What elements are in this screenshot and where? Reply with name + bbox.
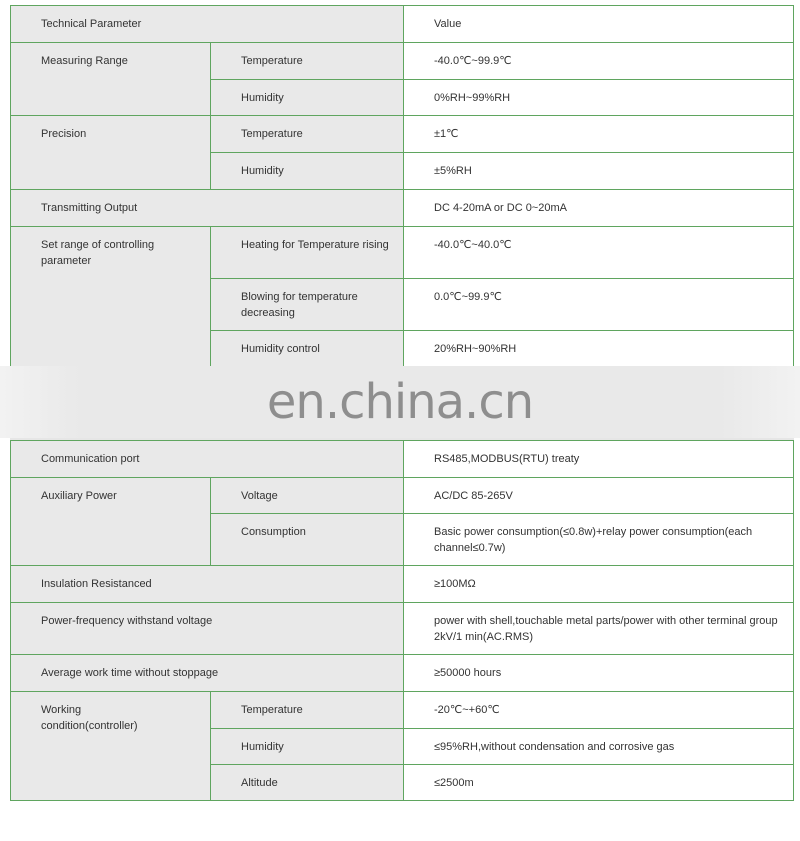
auxiliary-power-voltage-value: AC/DC 85-265V: [434, 490, 513, 502]
set-range-blowing-label: Blowing for temperature decreasing: [241, 291, 358, 319]
label-cell: [11, 441, 404, 478]
table-row: [11, 566, 794, 603]
set-range-label-cell: [11, 227, 211, 368]
working-condition-humidity-label: Humidity: [241, 741, 284, 753]
measuring-range-temperature-value: -40.0℃~99.9℃: [434, 55, 512, 67]
table-row: [11, 603, 794, 655]
measuring-range-temperature-label: Temperature: [241, 55, 303, 67]
precision-humidity-label: Humidity: [241, 165, 284, 177]
sublabel-cell: [211, 279, 404, 331]
auxiliary-power-label-cell: [11, 478, 211, 566]
sublabel-cell: [211, 227, 404, 279]
value-cell: [404, 441, 794, 478]
measuring-range-label: Measuring Range: [41, 55, 128, 67]
value-cell: [404, 603, 794, 655]
value-cell: [404, 692, 794, 729]
value-cell: [404, 331, 794, 368]
value-cell: [404, 116, 794, 153]
set-range-humidity-control-label: Humidity control: [241, 343, 320, 355]
label-cell: [11, 190, 404, 227]
table-row: [11, 6, 794, 43]
table-row: [11, 692, 794, 729]
withstand-voltage-label: Power-frequency withstand voltage: [41, 615, 213, 627]
transmitting-output-value: DC 4-20mA or DC 0~20mA: [434, 202, 567, 214]
insulation-label: Insulation Resistanced: [41, 578, 152, 590]
auxiliary-power-label: Auxiliary Power: [41, 490, 117, 502]
header-parameter: Technical Parameter: [41, 18, 142, 30]
measuring-range-label-cell: [11, 43, 211, 116]
table-row: [11, 478, 794, 514]
table-row: [11, 655, 794, 692]
header-parameter-cell: [11, 6, 404, 43]
sublabel-cell: [211, 153, 404, 190]
label-cell: [11, 603, 404, 655]
header-value: Value: [434, 18, 462, 30]
table-row: [11, 441, 794, 478]
sublabel-cell: [211, 729, 404, 765]
set-range-heating-value: -40.0℃~40.0℃: [434, 239, 512, 251]
communication-port-value: RS485,MODBUS(RTU) treaty: [434, 453, 580, 465]
value-cell: [404, 765, 794, 801]
sublabel-cell: [211, 331, 404, 368]
sublabel-cell: [211, 116, 404, 153]
table-row: [11, 227, 794, 279]
auxiliary-power-consumption-value: Basic power consumption(≤0.8w)+relay power consumption(each channel≤0.7w): [434, 526, 753, 554]
label-cell: [11, 566, 404, 603]
sublabel-cell: [211, 80, 404, 116]
work-time-value: ≥50000 hours: [434, 667, 502, 679]
value-cell: [404, 279, 794, 331]
insulation-value: ≥100MΩ: [434, 578, 476, 590]
label-cell: [11, 655, 404, 692]
sublabel-cell: [211, 43, 404, 80]
sublabel-cell: [211, 692, 404, 729]
sublabel-cell: [211, 514, 404, 566]
auxiliary-power-voltage-label: Voltage: [241, 490, 278, 502]
withstand-voltage-value: power with shell,touchable metal parts/power with other terminal group 2kV/1 min(AC.RMS): [434, 615, 778, 643]
value-cell: [404, 227, 794, 279]
working-condition-label-cell: [11, 692, 211, 801]
sublabel-cell: [211, 478, 404, 514]
value-cell: [404, 153, 794, 190]
working-condition-altitude-label: Altitude: [241, 777, 278, 789]
work-time-label: Average work time without stoppage: [41, 667, 219, 679]
table-row: [11, 190, 794, 227]
value-cell: [404, 514, 794, 566]
value-cell: [404, 478, 794, 514]
transmitting-output-label: Transmitting Output: [41, 202, 138, 214]
value-cell: [404, 655, 794, 692]
sublabel-cell: [211, 765, 404, 801]
set-range-label: Set range of controlling parameter: [41, 239, 155, 267]
header-value-cell: [404, 6, 794, 43]
working-condition-temperature-value: -20℃~+60℃: [434, 704, 500, 716]
value-cell: [404, 190, 794, 227]
value-cell: [404, 43, 794, 80]
set-range-blowing-value: 0.0℃~99.9℃: [434, 291, 502, 303]
precision-label-cell: [11, 116, 211, 190]
table-row: [11, 43, 794, 80]
precision-temperature-value: ±1℃: [434, 128, 459, 140]
watermark-banner: [0, 366, 800, 438]
watermark-text: en.china.cn: [266, 374, 534, 430]
working-condition-temperature-label: Temperature: [241, 704, 303, 716]
set-range-heating-label: Heating for Temperature rising: [241, 239, 389, 251]
auxiliary-power-consumption-label: Consumption: [241, 526, 306, 538]
precision-label: Precision: [41, 128, 87, 140]
precision-humidity-value: ±5%RH: [434, 165, 472, 177]
working-condition-humidity-value: ≤95%RH,without condensation and corrosive gas: [434, 741, 675, 753]
precision-temperature-label: Temperature: [241, 128, 303, 140]
working-condition-altitude-value: ≤2500m: [434, 777, 474, 789]
measuring-range-humidity-label: Humidity: [241, 92, 284, 104]
set-range-humidity-control-value: 20%RH~90%RH: [434, 343, 517, 355]
value-cell: [404, 729, 794, 765]
measuring-range-humidity-value: 0%RH~99%RH: [434, 92, 511, 104]
communication-port-label: Communication port: [41, 453, 140, 465]
working-condition-label: Working condition(controller): [41, 704, 138, 732]
value-cell: [404, 80, 794, 116]
value-cell: [404, 566, 794, 603]
table-row: [11, 116, 794, 153]
